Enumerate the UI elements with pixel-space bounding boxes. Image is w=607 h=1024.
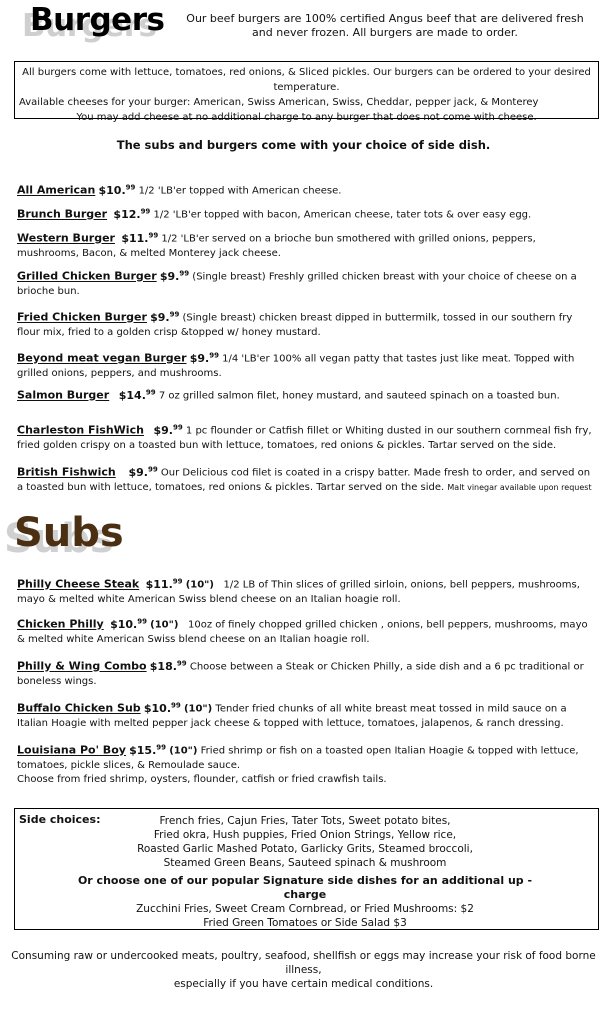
menu-item-western-burger [17, 228, 597, 261]
item-name: British Fishwich [17, 465, 116, 479]
item-price: $12.99 [113, 207, 151, 221]
item-name: Buffalo Chicken Sub [17, 701, 141, 715]
item-price: $10.99 [143, 701, 181, 715]
item-description: Fried shrimp or fish on a toasted open Italian Hoagie & topped with lettuce, tomatoes, pickle slices, & Remoulade sauce. [17, 745, 579, 771]
item-description: Our Delicious cod filet is coated in a crispy batter. Made fresh to order, and served on a toasted bun with lettuce, tomatoes, red onions & pickles. Tartar served on the side. [17, 467, 591, 493]
signature-sides-line: Zucchini Fries, Sweet Cream Cornbread, or Fried Mushrooms: $2 [136, 903, 474, 915]
item-size: (10") [169, 745, 198, 757]
signature-sides-heading: Or choose one of our popular Signature side dishes for an additional up -charge [77, 874, 533, 901]
item-description: Choose between a Steak or Chicken Philly, a side dish and a 6 pc traditional or boneless wings. [17, 661, 584, 687]
item-price: $9.99 [153, 423, 183, 437]
menu-item-grilled-chicken-burger [17, 266, 597, 299]
item-description: Tender fried chunks of all white breast meat tossed in mild sauce on a Italian Hoagie with melted pepper jack cheese & topped with lettuce, tomatoes, jalapenos, & ranch dressing. [17, 703, 567, 729]
info-line-cheese-charge: You may add cheese at no additional charge to any burger that does not come with cheese. [76, 112, 537, 123]
item-description: 1/2 'LB'er topped with American cheese. [138, 185, 342, 197]
item-description: 1/4 'LB'er 100% all vegan patty that tastes just like meat. Topped with grilled onions, peppers, and mushrooms. [17, 353, 575, 379]
info-line-toppings: All burgers come with lettuce, tomatoes, red onions, & Sliced pickles. Our burgers can be ordered to your desired temperature. [22, 67, 591, 93]
side-dish-note: The subs and burgers come with your choice of side dish. [116, 138, 491, 152]
item-price: $18.99 [149, 659, 187, 673]
menu-item-philly-wing-combo [17, 656, 597, 689]
item-size: (10") [183, 703, 213, 715]
item-price: $11.99 [121, 231, 159, 245]
menu-item-philly-cheese-steak [17, 574, 597, 607]
burgers-info-box [14, 61, 599, 123]
menu-item-charleston-fishwich [17, 420, 597, 453]
side-line: Fried okra, Hush puppies, Fried Onion Strings, Yellow rice, [153, 829, 457, 841]
item-price: $10.99 [98, 183, 136, 197]
item-note: Malt vinegar available upon request [447, 482, 592, 492]
menu-item-british-fishwich [17, 462, 597, 495]
item-description: 1/2 LB of Thin slices of grilled sirloin, onions, bell peppers, mushrooms, mayo & melted white American Swiss blend cheese on an Italian hoagie roll. [17, 579, 580, 605]
menu-item-all-american [17, 180, 597, 199]
item-description: 10oz of finely chopped grilled chicken , onions, bell peppers, mushrooms, mayo & melted white American Swiss blend cheese on an Italian hoagie roll. [17, 619, 588, 645]
item-name: Grilled Chicken Burger [17, 269, 157, 283]
item-description: (Single breast) Freshly grilled chicken breast with your choice of cheese on a brioche bun. [17, 271, 577, 297]
side-choices-box [14, 808, 599, 930]
item-name: Philly Cheese Steak [17, 577, 140, 591]
item-price: $9.99 [150, 310, 180, 324]
item-price: $9.99 [159, 269, 190, 283]
info-line-cheeses: Available cheeses for your burger: American, Swiss American, Swiss, Cheddar, pepper jack, & Monterey [19, 97, 539, 108]
menu-item-salmon-burger [17, 385, 597, 404]
side-line: Steamed Green Beans, Sauteed spinach & mushroom [163, 857, 447, 869]
item-price: $9.99 [189, 351, 219, 365]
disclaimer-line: especially if you have certain medical conditions. [173, 978, 434, 990]
item-name: Chicken Philly [17, 617, 104, 631]
item-size: (10") [185, 579, 214, 591]
item-name: All American [17, 183, 96, 197]
menu-item-chicken-philly [17, 614, 597, 647]
item-price: $9.99 [128, 465, 158, 479]
item-description-extra: Choose from fried shrimp, oysters, flounder, catfish or fried crawfish tails. [17, 773, 387, 785]
item-description: 7 oz grilled salmon filet, honey mustard, and sauteed spinach on a toasted bun. [158, 390, 560, 402]
subs-heading: Subs [14, 510, 124, 556]
menu-item-beyond-meat-vegan-burger [17, 348, 597, 381]
item-price: $11.99 [145, 577, 183, 591]
item-name: Fried Chicken Burger [17, 310, 147, 324]
health-disclaimer [0, 949, 607, 991]
item-name: Brunch Burger [17, 207, 108, 221]
menu-item-brunch-burger [17, 204, 597, 223]
menu-item-louisiana-po-boy [17, 740, 597, 787]
burgers-heading: Burgers [30, 2, 165, 38]
disclaimer-line: Consuming raw or undercooked meats, poultry, seafood, shellfish or eggs may increase your risk of food borne illness, [11, 950, 596, 976]
item-price: $10.99 [110, 617, 147, 631]
item-name: Philly & Wing Combo [17, 659, 147, 673]
signature-sides-line: Fried Green Tomatoes or Side Salad $3 [203, 917, 407, 929]
item-name: Western Burger [17, 231, 115, 245]
item-name: Charleston FishWich [17, 423, 144, 437]
item-description: (Single breast) chicken breast dipped in buttermilk, tossed in our southern fry flour mix, fried to a golden crisp &topped w/ honey mustard. [17, 312, 573, 338]
item-price: $15.99 [129, 743, 166, 757]
menu-item-fried-chicken-burger [17, 307, 597, 340]
menu-item-buffalo-chicken-sub [17, 698, 597, 731]
item-name: Salmon Burger [17, 388, 110, 402]
side-line: Roasted Garlic Mashed Potato, Garlicky Grits, Steamed broccoli, [137, 843, 473, 855]
item-name: Beyond meat vegan Burger [17, 351, 187, 365]
side-line: French fries, Cajun Fries, Tater Tots, Sweet potato bites, [159, 815, 451, 827]
item-description: 1/2 'LB'er served on a brioche bun smothered with grilled onions, peppers, mushrooms, Bacon, & melted Monterey jack cheese. [17, 233, 536, 259]
item-description: 1/2 'LB'er topped with bacon, American cheese, tater tots & over easy egg. [153, 209, 532, 221]
side-choices-list [75, 814, 535, 930]
item-name: Louisiana Po' Boy [17, 743, 126, 757]
item-price: $14.99 [118, 388, 156, 402]
burgers-intro: Our beef burgers are 100% certified Angus beef that are delivered fresh and never frozen. All burgers are made to order. [186, 12, 584, 39]
side-choices-title: Side choices: [19, 813, 101, 826]
item-description: 1 pc flounder or Catfish fillet or Whiting dusted in our southern cornmeal fish fry, fried golden crispy on a toasted bun with lettuce, tomatoes, red onions & pickles. Tartar served on the side. [17, 425, 592, 451]
item-size: (10") [150, 619, 179, 631]
